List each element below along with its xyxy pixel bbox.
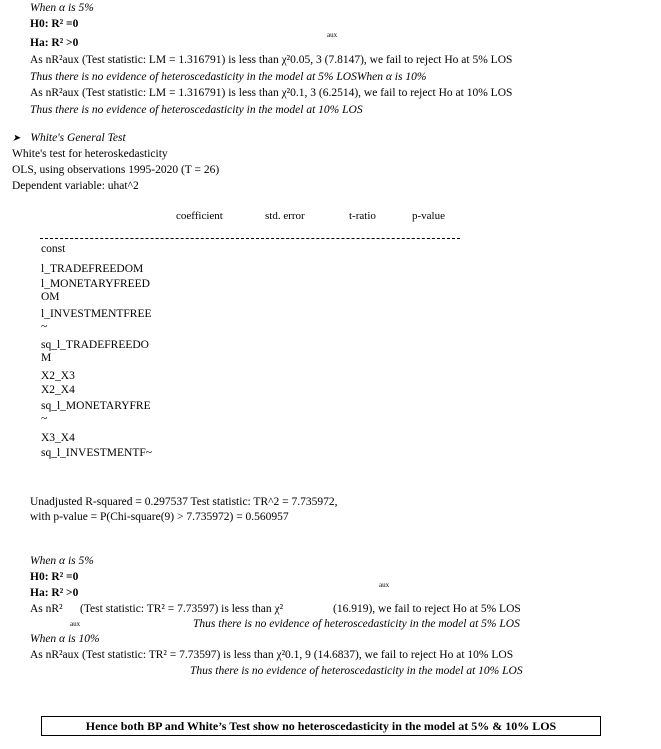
table-divider bbox=[40, 238, 460, 239]
pvalue-line: with p-value = P(Chi-square(9) > 7.735972) = 0.560957 bbox=[30, 511, 289, 523]
bp10-line3: As nR²aux (Test statistic: LM = 1.316791) is less than χ²0.1, 3 (6.2514), we fail to reject Ho at 10% LOS bbox=[30, 87, 513, 99]
white-heading bbox=[12, 131, 126, 146]
wh5-line1b: (Test statistic: TR² = 7.73597) is less than χ² bbox=[80, 603, 284, 615]
wh5-when: When α is 5% bbox=[30, 555, 94, 567]
bp5-h0: H0: R² =0 bbox=[30, 18, 79, 30]
wh5-h0: H0: R² =0 bbox=[30, 571, 79, 583]
wh5-line2: Thus there is no evidence of heteroscedasticity in the model at 5% LOS bbox=[193, 618, 520, 630]
row-name: const bbox=[41, 243, 66, 255]
white-heading-text: White's General Test bbox=[30, 132, 126, 144]
conclusion-box: Hence both BP and White’s Test show no heteroscedasticity in the model at 5% & 10% LOS bbox=[41, 716, 601, 736]
wh5-line1c: (16.919), we fail to reject Ho at 5% LOS bbox=[333, 603, 521, 615]
arrow-bullet-icon: ➤ bbox=[12, 133, 21, 144]
row-name: sq_l_MONETARYFRE bbox=[41, 400, 151, 412]
col-header-coefficient: coefficient bbox=[176, 210, 223, 222]
wh5-aux-tag: aux bbox=[379, 581, 390, 589]
white-depvar: Dependent variable: uhat^2 bbox=[12, 180, 139, 192]
row-name-continued: M bbox=[41, 352, 52, 364]
wh10-line2: Thus there is no evidence of heteroscedasticity in the model at 10% LOS bbox=[190, 665, 523, 677]
white-sample: OLS, using observations 1995-2020 (T = 26) bbox=[12, 164, 220, 176]
row-name: l_MONETARYFREED bbox=[41, 278, 150, 290]
r2-line: Unadjusted R-squared = 0.297537 Test statistic: TR^2 = 7.735972, bbox=[30, 496, 338, 508]
row-name: sq_l_INVESTMENTF~ bbox=[41, 447, 153, 459]
row-name: X3_X4 bbox=[41, 432, 75, 444]
row-name: X2_X3 bbox=[41, 370, 75, 382]
white-title: White's test for heteroskedasticity bbox=[12, 148, 168, 160]
bp5-line2: Thus there is no evidence of heteroscedasticity in the model at 5% LOSWhen α is 10% bbox=[30, 71, 427, 83]
row-name: sq_l_TRADEFREEDO bbox=[41, 339, 149, 351]
bp5-ha: Ha: R² >0 bbox=[30, 37, 79, 49]
col-header-std-error: std. error bbox=[265, 210, 305, 222]
col-header-t-ratio: t-ratio bbox=[349, 210, 376, 222]
row-name: l_TRADEFREEDOM bbox=[41, 263, 144, 275]
bp5-line1: As nR²aux (Test statistic: LM = 1.316791) is less than χ²0.05, 3 (7.8147), we fail to reject Ho at 5% LOS bbox=[30, 54, 513, 66]
col-header-p-value: p-value bbox=[412, 210, 445, 222]
bp10-line4: Thus there is no evidence of heteroscedasticity in the model at 10% LOS bbox=[30, 104, 363, 116]
row-name-continued: OM bbox=[41, 291, 60, 303]
wh5-aux-small: aux bbox=[70, 620, 81, 628]
bp5-when: When α is 5% bbox=[30, 2, 94, 14]
wh5-line1a: As nR² bbox=[30, 603, 63, 615]
wh10-line1: As nR²aux (Test statistic: TR² = 7.73597) is less than χ²0.1, 9 (14.6837), we fail to reject Ho at 10% LOS bbox=[30, 649, 514, 661]
wh10-when: When α is 10% bbox=[30, 633, 100, 645]
row-name-continued: ~ bbox=[41, 321, 48, 333]
row-name: l_INVESTMENTFREE bbox=[41, 308, 152, 320]
wh5-ha: Ha: R² >0 bbox=[30, 587, 79, 599]
bp5-aux-tag: aux bbox=[327, 31, 338, 39]
row-name: X2_X4 bbox=[41, 384, 75, 396]
row-name-continued: ~ bbox=[41, 413, 48, 425]
